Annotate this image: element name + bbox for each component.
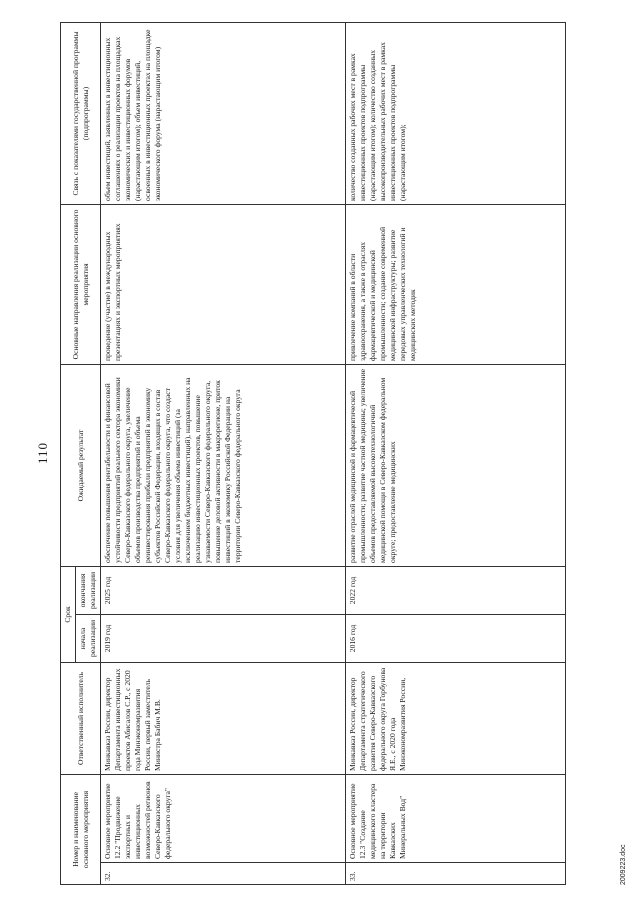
activities-table <box>60 21 566 884</box>
header-number-name: Номер и наименование основного мероприятия <box>61 774 101 884</box>
directions: привлечение компаний в области здравоохранения, а также в отраслях фармацевтической и медицинской промышленности; создание современной медицинской инфраструктуры; развитие передовых управленческих технологий и медицинских методик <box>346 204 566 364</box>
activity-name: Основное мероприятие 12.3 "Создание медицинского кластера на территории Кавказских Минеральных Вод" <box>346 774 566 862</box>
header-term: Срок <box>61 566 76 662</box>
header-executor: Ответственный исполнитель <box>61 662 101 774</box>
indicator-link: объем инвестиций, заявленных в инвестиционных соглашениях о реализации проектов на площадках экономических и инвестиционных форумов (нарастающим итогом); объем инвестиций, освоенных в инвестиционных проектах на площадке экономического форума (нарастающим итогом) <box>101 22 346 204</box>
end-year: 2025 год <box>101 566 346 614</box>
directions: проведение (участие) в международных презентациях и экспортных мероприятиях <box>101 204 346 364</box>
expected-result: развитие отраслей медицинской и фармацевтической промышленности; развитие частной медицины; увеличение объемов предоставляемой высокотехнологичной медицинской помощи в Северо-Кавказском федеральном округе; предоставление медицинских <box>346 364 566 566</box>
row-number: 32. <box>101 862 346 884</box>
row-number: 33. <box>346 862 566 884</box>
header-end: окончания реализации <box>76 566 101 614</box>
header-result: Ожидаемый результат <box>61 364 101 566</box>
rotated-page <box>5 3 635 903</box>
activity-name: Основное мероприятие 12.2 "Продвижение экспортных и инвестиционных возможностей регионов Северо-Кавказского федерального округа" <box>101 774 346 862</box>
start-year: 2016 год <box>346 614 566 662</box>
expected-result: обеспечение повышения рентабельности и финансовой устойчивости предприятий реального сектора экономики Северо-Кавказского федерального округа, увеличение объемов производства предприятий и объема реинвестирования прибыли предприятий в экономику субъектов Российской Федерации, входящих в состав Северо-Кавказского федерального округа, что создаст условия для увеличения объема инвестиций (за исключением бюджетных инвестиций), направленных на реализацию инвестиционных проектов, повышение узнаваемости Северо-Кавказского федерального округа, повышение деловой активности в макрорегионе, приток инвестиций в экономику Российской Федерации на территории Северо-Кавказского федерального округа <box>101 364 346 566</box>
table-row <box>346 22 566 884</box>
executor: Минкавказ России, директор Департамента инвестиционных проектов Абисалов С.Р., с 2020 года Минэкономразвития России, первый заместитель Министра Бабич М.В. <box>101 662 346 774</box>
page-number: 110 <box>35 441 50 464</box>
table-row <box>101 22 346 884</box>
end-year: 2022 год <box>346 566 566 614</box>
executor: Минкавказ России, директор Департамента стратегического развития Северо-Кавказского федерального округа Горбунова Я.Е., с 2020 года Минэкономразвития России, <box>346 662 566 774</box>
file-name-footer: 2009223.doc <box>620 844 627 885</box>
indicator-link: количество созданных рабочих мест в рамках инвестиционных проектов подпрограммы (нарастающим итогом); количество созданных высокопроизводительных рабочих мест в рамках инвестиционных проектов подпрограммы (нарастающим итогом); <box>346 22 566 204</box>
header-link: Связь с показателями государственной программы (подпрограммы) <box>61 22 101 204</box>
header-start: начала реализации <box>76 614 101 662</box>
start-year: 2019 год <box>101 614 346 662</box>
header-directions: Основные направления реализации основного мероприятия <box>61 204 101 364</box>
